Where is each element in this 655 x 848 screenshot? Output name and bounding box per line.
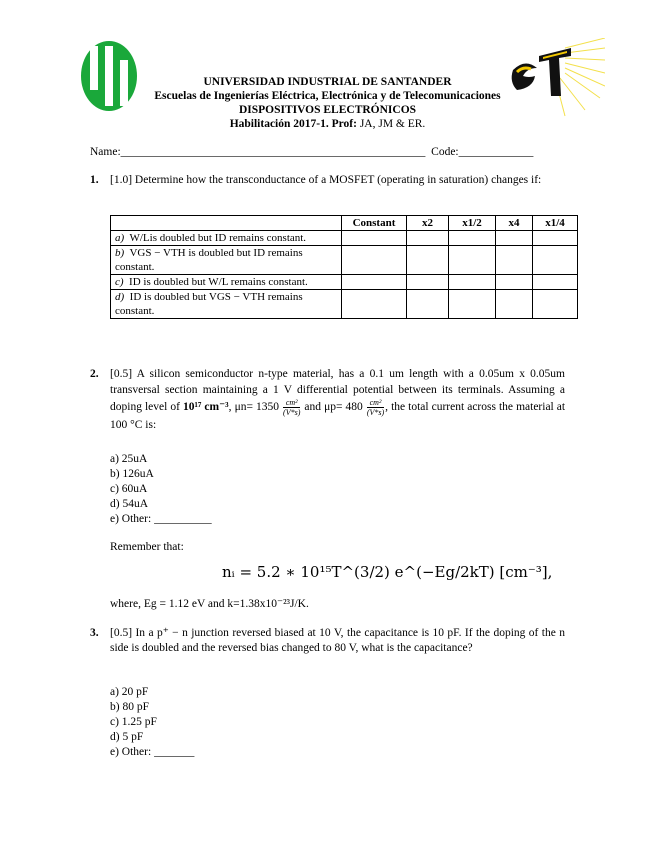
answer-cell[interactable] (342, 290, 407, 319)
question-number: 1. (90, 174, 99, 186)
q2-options (110, 452, 212, 527)
table-header-row (111, 216, 578, 231)
list-item[interactable]: a) 20 pF (110, 686, 149, 698)
student-info-line (90, 146, 590, 158)
answer-cell[interactable] (407, 290, 449, 319)
list-item[interactable]: d) 54uA (110, 498, 149, 510)
row-label: d) ID is doubled but VGS − VTH remains constant. (111, 290, 342, 319)
doping-level: 10¹⁷ cm⁻³ (183, 401, 229, 414)
mobility-unit: $\frac{\text{cm²}}{(V*s)}$ (283, 398, 301, 417)
list-item[interactable]: b) 126uA (110, 468, 154, 480)
answer-cell[interactable] (407, 246, 449, 275)
answer-cell[interactable] (342, 275, 407, 290)
table-row (111, 231, 578, 246)
answer-cell[interactable] (533, 231, 578, 246)
row-label: a) W/Lis doubled but ID remains constant. (111, 231, 342, 246)
answer-cell[interactable] (449, 246, 496, 275)
list-item[interactable]: c) 1.25 pF (110, 716, 157, 728)
answer-cell[interactable] (407, 275, 449, 290)
answer-cell[interactable] (533, 246, 578, 275)
question-points: [0.5] (110, 627, 133, 639)
course-name: DISPOSITIVOS ELECTRÓNICOS (238, 104, 417, 116)
question-text-continued: the total current across the material at 100 °C is: (110, 401, 566, 431)
row-label: b) VGS − VTH is doubled but ID remains constant. (111, 246, 342, 275)
table-header-blank (111, 216, 342, 231)
question-number: 2. (90, 368, 99, 380)
q1-answer-table (110, 215, 578, 319)
question-text: A silicon semiconductor n-type material, has a 0.1 um length with a 0.05um x 0.05um transversal section maintaining a 1 V differential potential between its terminals. Assuming a doping level of (110, 368, 565, 414)
answer-cell[interactable] (533, 275, 578, 290)
answer-cell[interactable] (496, 275, 533, 290)
table-row (111, 275, 578, 290)
exam-info: Habilitación 2017-1. Prof: JA, JM & ER. (229, 118, 426, 130)
question-points: [1.0] (110, 174, 133, 186)
question-3 (90, 626, 565, 656)
table-row (111, 290, 578, 319)
question-text: Determine how the transconductance of a MOSFET (operating in saturation) changes if: (134, 174, 542, 186)
answer-cell[interactable] (533, 290, 578, 319)
code-label: Code: (431, 146, 459, 158)
university-name: UNIVERSIDAD INDUSTRIAL DE SANTANDER (203, 76, 452, 88)
question-number: 3. (90, 627, 99, 639)
electron-mobility: μn= 1350 (234, 401, 279, 414)
question-1 (90, 173, 565, 188)
table-header-x1-4: x1/4 (533, 216, 578, 231)
list-item[interactable]: d) 5 pF (110, 731, 144, 743)
table-header-x1-2: x1/2 (449, 216, 496, 231)
intrinsic-carrier-formula: nᵢ = 5.2 ∗ 10¹⁵T^(3/2) e^(−Eg/2kT) [cm⁻³], (222, 563, 553, 581)
answer-cell[interactable] (496, 290, 533, 319)
answer-cell[interactable] (449, 275, 496, 290)
list-item[interactable]: c) 60uA (110, 483, 148, 495)
table-header-x4: x4 (496, 216, 533, 231)
answer-cell[interactable] (449, 290, 496, 319)
name-blank[interactable]: _____________________________________________________ (120, 146, 426, 158)
name-label: Name: (90, 146, 121, 158)
list-item[interactable]: e) Other: _______ (110, 746, 195, 758)
question-points: [0.5] (110, 368, 133, 380)
constants-note: where, Eg = 1.12 eV and k=1.38x10⁻²³J/K. (110, 598, 309, 610)
list-item[interactable]: e) Other: __________ (110, 513, 212, 525)
remember-note: Remember that: (110, 541, 184, 553)
hole-mobility: μp= 480 (324, 401, 363, 414)
question-2: 2. [0.5] A silicon semiconductor n-type material, has a 0.1 um length with a 0.05um x 0.05um transversal section maintaining a 1 V differential potential between its terminals. Assuming a doping level of 10¹⁷ cm⁻³, μn= 1350 $\frac{\text{cm²}}{(V*s)}$ and μp= 480 $\frac{\text{cm²}}{(V*s)}$ , the total current across the material at 100 °C is: (90, 368, 566, 431)
answer-cell[interactable] (496, 246, 533, 275)
question-text: In a p⁺ − n junction reversed biased at 10 V, the capacitance is 10 pF. If the doping of the n side is doubled and the reversed bias changed to 80 V, what is the capacitance? (110, 627, 565, 654)
answer-cell[interactable] (496, 231, 533, 246)
q3-options (110, 685, 194, 760)
answer-cell[interactable] (342, 246, 407, 275)
mobility-unit: $\frac{\text{cm²}}{(V*s)}$ (366, 398, 385, 417)
table-header-constant: Constant (342, 216, 407, 231)
row-label: c) ID is doubled but W/L remains constant. (111, 275, 342, 290)
list-item[interactable]: b) 80 pF (110, 701, 149, 713)
document-header (130, 75, 525, 131)
answer-cell[interactable] (342, 231, 407, 246)
list-item[interactable]: a) 25uA (110, 453, 148, 465)
schools-name: Escuelas de Ingenierías Eléctrica, Electrónica y de Telecomunicaciones (154, 90, 501, 102)
table-row (111, 246, 578, 275)
code-blank[interactable]: _____________ (458, 146, 534, 158)
answer-cell[interactable] (449, 231, 496, 246)
table-header-x2: x2 (407, 216, 449, 231)
answer-cell[interactable] (407, 231, 449, 246)
and-word: and (304, 401, 322, 414)
